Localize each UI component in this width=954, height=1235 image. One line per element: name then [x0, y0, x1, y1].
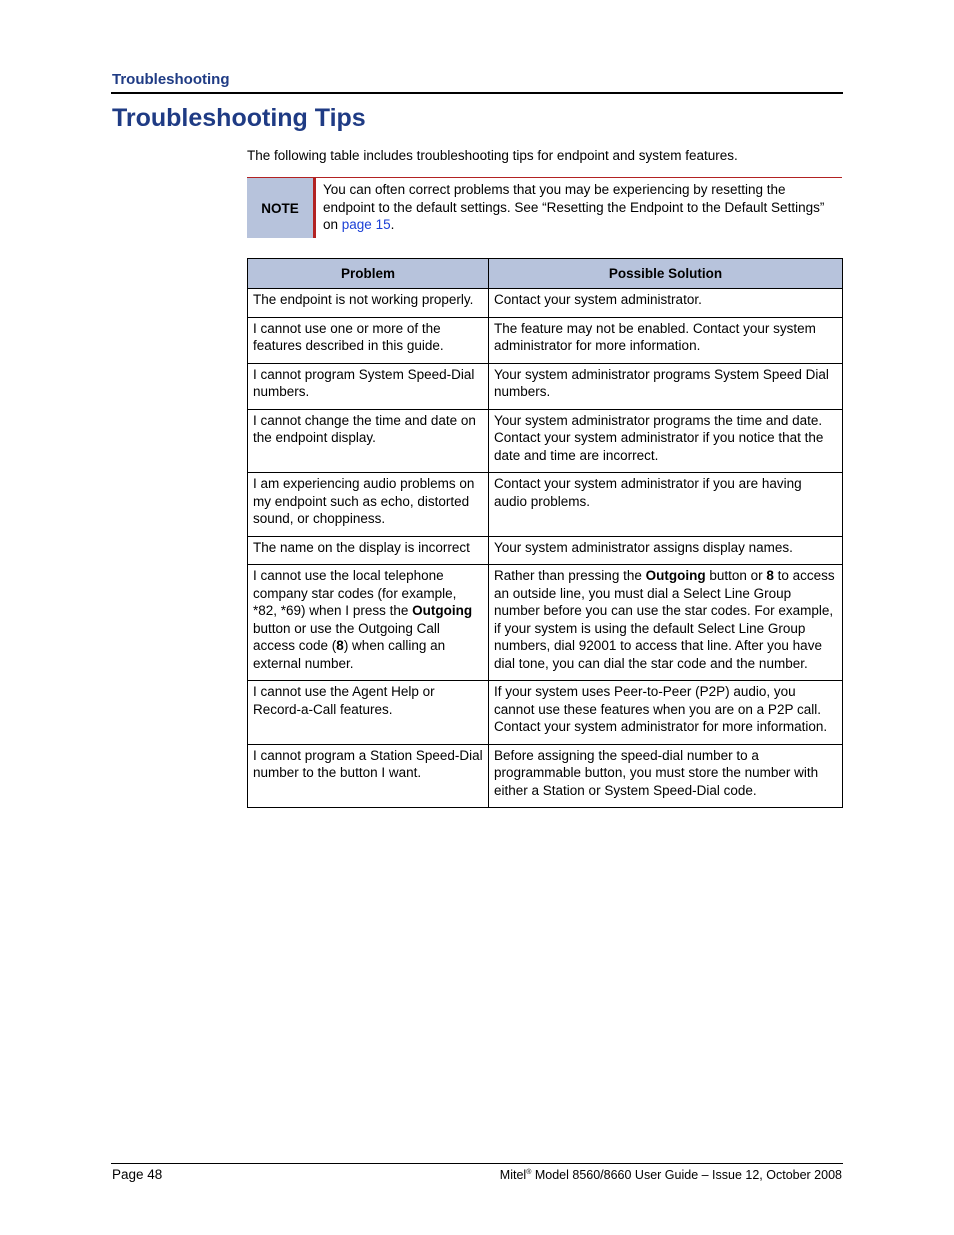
problem-cell	[248, 473, 489, 537]
cell-text: The feature may not be enabled. Contact your system administrator for more information.	[494, 320, 816, 353]
cell-text: Your system administrator assigns display names.	[494, 539, 793, 555]
solution-cell	[489, 317, 843, 363]
table-row	[248, 289, 843, 318]
footer-brand: Mitel	[499, 1168, 527, 1182]
cell-text: I cannot change the time and date on the endpoint display.	[253, 412, 476, 445]
cell-text: Your system administrator programs the time and date. Contact your system administrator if you notice that the date and time are incorrect.	[494, 412, 824, 463]
note-text-before: You can often correct problems that you may be experiencing by resetting the endpoint to the default settings. See “Resetting the Endpoint to the Default Settings” on	[323, 182, 825, 232]
table-row	[248, 681, 843, 745]
table-row	[248, 744, 843, 808]
solution-cell	[489, 536, 843, 565]
cell-text: ) when calling an external number.	[253, 638, 446, 671]
cell-text: to access an outside line, you must dial a Select Line Group number before you can use the star codes. For example, if your system is using the default Select Line Group numbers, dial 92001 to access that line. After you have dial tone, you can dial the star code and the number.	[494, 568, 835, 671]
footer-title	[500, 1168, 842, 1182]
cell-text: Rather than pressing the	[494, 568, 646, 583]
footer-rule	[111, 1163, 843, 1164]
note-text	[316, 178, 842, 238]
cell-text: I cannot use the local telephone company star codes (for example, *82, *69) when I press the	[253, 568, 457, 618]
bold-text: Outgoing	[645, 568, 706, 583]
solution-cell	[489, 409, 843, 473]
solution-cell	[489, 363, 843, 409]
problem-cell	[248, 317, 489, 363]
cell-text: I am experiencing audio problems on my endpoint such as echo, distorted sound, or choppiness.	[253, 476, 475, 526]
cell-text: I cannot program System Speed-Dial numbers.	[253, 366, 475, 399]
header-rule	[111, 92, 843, 94]
cell-text: Contact your system administrator if you are having audio problems.	[494, 476, 802, 509]
header-problem: Problem	[248, 259, 489, 289]
bold-text: 8	[336, 638, 344, 653]
header-solution: Possible Solution	[489, 259, 843, 289]
table-body	[248, 289, 843, 808]
problem-cell	[248, 565, 489, 681]
table-row	[248, 409, 843, 473]
solution-cell	[489, 744, 843, 808]
problem-cell	[248, 681, 489, 745]
cell-text: I cannot program a Station Speed-Dial number to the button I want.	[253, 747, 483, 780]
troubleshooting-table	[247, 258, 843, 808]
table-row	[248, 565, 843, 681]
cell-text: Your system administrator programs System Speed Dial numbers.	[494, 366, 829, 399]
page-title: Troubleshooting Tips	[112, 104, 366, 132]
cell-text: button or use the Outgoing Call access code (	[253, 620, 440, 653]
bold-text: Outgoing	[412, 603, 473, 618]
problem-cell	[248, 536, 489, 565]
cell-text: The name on the display is incorrect	[253, 539, 470, 555]
cell-text: The endpoint is not working properly.	[253, 292, 474, 307]
cell-text: Contact your system administrator.	[494, 292, 702, 307]
bold-text: 8	[766, 568, 774, 583]
problem-cell	[248, 744, 489, 808]
page-link[interactable]: page 15	[341, 217, 391, 232]
solution-cell	[489, 289, 843, 318]
registered-mark: ®	[526, 1168, 532, 1176]
note-box	[247, 177, 842, 238]
problem-cell	[248, 363, 489, 409]
solution-cell	[489, 473, 843, 537]
table-row	[248, 317, 843, 363]
running-head: Troubleshooting	[112, 71, 230, 88]
table-row	[248, 473, 843, 537]
cell-text: I cannot use one or more of the features described in this guide.	[253, 320, 444, 353]
cell-text: button or	[705, 568, 767, 583]
table-header-row	[248, 259, 843, 289]
table-row	[248, 363, 843, 409]
cell-text: Before assigning the speed-dial number to a programmable button, you must store the number with either a Station or System Speed-Dial code.	[494, 747, 819, 798]
problem-cell	[248, 409, 489, 473]
solution-cell	[489, 681, 843, 745]
problem-cell	[248, 289, 489, 318]
table-row	[248, 536, 843, 565]
note-label: NOTE	[247, 178, 316, 238]
footer-guide: Model 8560/8660 User Guide – Issue 12, October 2008	[531, 1168, 842, 1182]
cell-text: If your system uses Peer-to-Peer (P2P) audio, you cannot use these features when you are on a P2P call. Contact your system administrator for more information.	[494, 684, 828, 734]
note-text-after: .	[390, 217, 395, 232]
page-number: Page 48	[112, 1167, 163, 1182]
intro-paragraph: The following table includes troubleshooting tips for endpoint and system features.	[247, 148, 738, 163]
solution-cell	[489, 565, 843, 681]
cell-text: I cannot use the Agent Help or Record-a-Call features.	[253, 684, 435, 717]
